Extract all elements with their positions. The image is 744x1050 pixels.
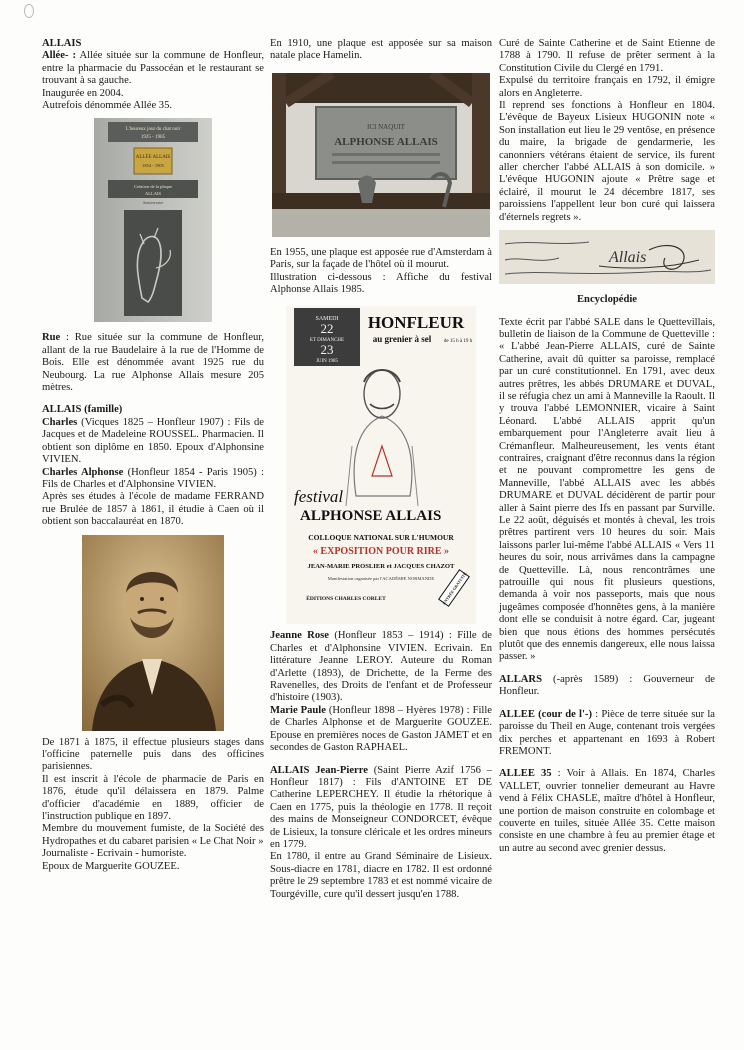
entry-allars: ALLARS (-après 1589) : Gouverneur de Honfleur. bbox=[499, 673, 715, 698]
entry-charles: Charles (Vicques 1825 – Honfleur 1907) : Fils de Jacques et de Madeleine ROUSSEL. Pharmacien. Il obtient son diplôme en 1850. Epoux d'Alphonsine VIVIEN. bbox=[42, 416, 264, 466]
house-plaque-photo bbox=[272, 73, 490, 237]
poster-date1: SAMEDI bbox=[315, 316, 339, 323]
poster-editions: ÉDITIONS CHARLES CORLET bbox=[306, 596, 386, 603]
entry-autrefois: Autrefois dénommée Allée 35. bbox=[42, 100, 173, 112]
plaque-line1: L'heureux jour du chat noir bbox=[125, 127, 181, 133]
poster-date4: 23 bbox=[320, 342, 334, 358]
entry-expulse: Expulsé du territoire français en 1792, il émigre alors en Angleterre. bbox=[499, 75, 715, 99]
portrait-photo bbox=[82, 535, 224, 731]
plaque-years: 1854 - 1905 bbox=[142, 163, 164, 169]
plaque-line3: Création de la plaque bbox=[133, 184, 173, 190]
entry-stages: De 1871 à 1875, il effectue plusieurs stages dans l'officine paternelle puis dans des officines parisiennes. bbox=[42, 736, 264, 773]
poster-festival2: ALPHONSE ALLAIS bbox=[300, 508, 442, 525]
entry-jean-pierre: ALLAIS Jean-Pierre (Saint Pierre Azif 1756 – Honfleur 1817) : Fils d'ANTOINE ET DE Catherine LEPERCHEY. Il étudie la rhétorique à Caen en 1775, puis la théologie en 1778. Il reçoit des mains de Monseigneur CONDORCET, évêque de Lisieux, la tonsure cléricale et les ordres mineurs en 1779. bbox=[270, 764, 492, 850]
heading-allais: ALLAIS bbox=[42, 38, 82, 49]
entry-journaliste: Journaliste - Ecrivain - humoriste. bbox=[42, 848, 187, 860]
poster-acad: Manifestation organisée par l'ACADÉMIE NORMANDE bbox=[327, 576, 435, 582]
entry-plaque-1955: En 1955, une plaque est apposée rue d'Amsterdam à Paris, sur la façade de l'hôtel où il mourut. bbox=[270, 246, 492, 271]
entry-allee-cour: ALLEE (cour de l'-) : Pièce de terre située sur la paroisse du Theil en Auge, contenant trois vergées dix perches et appartenant en 1693 à Robert FREMONT. bbox=[499, 708, 715, 757]
poster-festival1: festival bbox=[294, 487, 344, 507]
entry-encyclopedie: Texte écrit par l'abbé SALE dans le Quettevillais, bulletin de liaison de la Commune de Quetteville : « L'abbé Jean-Pierre ALLAIS, curé de Sainte Catherine, avait dû quitter sa paroisse, remplacé par un curé constitutionnel. En 1791, avec deux autres prêtres, les abbés DRUMARE et DUVAL, il se réfugia chez un ami à Manneville la Raoult. Il y trouva l'abbé LEMONNIER, vicaire à Saint Léonard. L'abbé ALLAIS apprit qu'un embarquement pour l'Angleterre avait lieu à Crémanfleur. Malheureusement, les vents étant contraires, craignant d'être reconnus dans la région et ne pouvant compromettre les gens de Manneville, l'abbé ALLAIS avec les abbés DRUMARE et DUVAL décidèrent de partir pour aller à Saint pierre des Ifs en passant par Surville. Le 22 août, déguisés et montés à cheval, les trois prêtres partirent vers 10 heures du soir. Mais laissons parler lui-même l'abbé ALLAIS « Vers 11 heures du soir, nous arrivâmes dans la campagne de Quetteville. Là, nous rencontrâmes une patrouille qui nous fit plusieurs questions, demanda à voir nos passeports, mais que nous jugeâmes composée d'honnêtes gens, à la manière dont elle se conduisit à notre égard. Car, jugeant bien que nous étions des hommes persécutés plutôt que des ennemis dangereux, elle nous laissa passer. » bbox=[499, 316, 715, 663]
heading-famille: ALLAIS (famille) bbox=[42, 404, 123, 416]
sign-line2: ALPHONSE ALLAIS bbox=[334, 135, 438, 148]
entry-inauguree: Inaugurée en 2004. bbox=[42, 87, 124, 99]
poster-hours: de 15 h à 19 h bbox=[443, 339, 473, 345]
signature-image bbox=[499, 230, 715, 284]
entry-allee-35: ALLEE 35 : Voir à Allais. En 1874, Charles VALLET, ouvrier tonnelier demeurant au Havre vend à Félix CHASLE, maître d'hôtel à Honfleur, une portion de maison construite en colombage et couverte en tuiles, située Allée 35. Cette maison consiste en une chambre à feu au premier étage et un autre au second avec grenier dessus. bbox=[499, 768, 715, 854]
column-3 bbox=[499, 38, 715, 855]
entry-jeanne-rose: Jeanne Rose (Honfleur 1853 – 1914) : Fille de Charles et d'Alphonsine VIVIEN. Ecrivain. En littérature Jeanne LEROY. Auteure du Roman d'Arlette (1893), de Drichette, de la Ferme des Ravenelles, des Droits de l'enfant et de Professeur d'histoire (1903). bbox=[270, 630, 493, 704]
poster-expo: « EXPOSITION POUR RIRE » bbox=[312, 546, 450, 558]
festival-poster bbox=[286, 306, 476, 624]
plaque-line2: 1925 - 1985 bbox=[140, 135, 166, 141]
entry-jean-pierre-2: En 1780, il entre au Grand Séminaire de Lisieux. Sous-diacre en 1781, diacre en 1782. Il est ordonné prêtre le 29 septembre 1783 et est nommé vicaire de Tourgéville, cure qu'il dessert jusqu'en 1788. bbox=[270, 851, 492, 900]
column-2 bbox=[270, 38, 492, 901]
entry-allee: Allée- : Allée située sur la commune de Honfleur, entre la pharmacie du Passocéan et le restaurant se trouvant à sa gauche. bbox=[42, 50, 264, 87]
signature-text: Allais bbox=[609, 249, 647, 267]
entry-etudes: Après ses études à l'école de madame FERRAND rue Brulée de 1857 à 1861, il étudie à Caen où il obtient son baccalauréat en 1870. bbox=[42, 491, 264, 528]
entry-marie-paule: Marie Paule (Honfleur 1898 – Hyères 1978) : Fille de Charles Alphonse et de Marguerite GOUZEE. Epouse en premières noces de Gaston JAMET et en secondes de Gaston RAPHAEL. bbox=[270, 704, 492, 754]
entry-plaque-1910: En 1910, une plaque est apposée sur sa maison natale place Hamelin. bbox=[270, 38, 492, 62]
entry-reprend: Il reprend ses fonctions à Honfleur en 1804. L'évêque de Bayeux Lisieux HUGONIN note « Son installation eut lieu le 29 ventôse, en présence du maire, la brigade de gendarmerie, les canonniers vétérans étaient de service, ils furent aller chercher l'abbé ALLAIS à son domicile. » L'évêque HUGONIN ajoute « Prêtre sage et éclairé, il mourut le 24 décembre 1817, ses paroissiens l'appellent leur bon curé qui laissera d'éternels regrets ». bbox=[499, 100, 715, 223]
poster-colloque: COLLOQUE NATIONAL SUR L'HUMOUR bbox=[308, 533, 454, 543]
poster-city: HONFLEUR bbox=[367, 313, 465, 333]
plaque-line4: ALLAIS bbox=[145, 191, 161, 197]
plaque-line5: Anniversaire bbox=[142, 200, 164, 206]
sign-line1: ICI NAQUIT bbox=[367, 122, 405, 131]
entry-cure: Curé de Sainte Catherine et de Saint Etienne de 1788 à 1790. Il refuse de prêter serment à la Constitution Civile du Clergé en 1791. bbox=[499, 38, 715, 74]
poster-prosper: JEAN-MARIE PROSLIER et JACQUES CHAZOT bbox=[307, 563, 455, 571]
entry-membre: Membre du mouvement fumiste, de la Société des Hydropathes et du cabaret parisien « Le Chat Noir » bbox=[42, 823, 264, 847]
poster-date2: 22 bbox=[320, 321, 334, 337]
entry-epoux: Epoux de Marguerite GOUZEE. bbox=[42, 860, 180, 872]
poster-date3: ET DIMANCHE bbox=[309, 338, 345, 344]
entry-charles-alphonse: Charles Alphonse (Honfleur 1854 - Paris 1905) : Fils de Charles et d'Alphonsine VIVIEN. bbox=[42, 466, 264, 490]
entry-rue: Rue : Rue située sur la commune de Honfleur, allant de la rue Baudelaire à la rue de l'Homme de Bois. Elle est dénommée avant 1925 rue du Neubourg. La rue Alphonse Allais mesure 205 mètres. bbox=[42, 332, 264, 394]
plaque-photo bbox=[94, 118, 212, 322]
heading-encyclopedie: Encyclopédie bbox=[576, 294, 638, 306]
poster-badge: ENTRÉE GRATUITE bbox=[441, 571, 468, 606]
poster-venue: au grenier à sel bbox=[372, 334, 432, 345]
entry-pharmacie: Il est inscrit à l'école de pharmacie de Paris en 1876, étude qu'il délaissera en 1879. Palme d'officier d'académie en 1889, officier de l'instruction publique en 1897. bbox=[42, 773, 264, 822]
page-corner-mark bbox=[24, 4, 34, 18]
column-1 bbox=[42, 38, 264, 873]
poster-date5: JUIN 1985 bbox=[315, 359, 339, 365]
plaque-name: ALLÉE ALLAIS bbox=[135, 155, 171, 161]
entry-illustration: Illustration ci-dessous : Affiche du festival Alphonse Allais 1985. bbox=[270, 271, 492, 296]
